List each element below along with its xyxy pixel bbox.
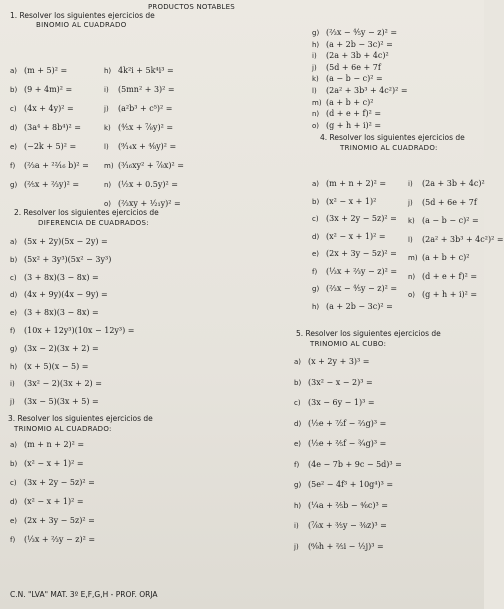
item-expression: (d + e + f)² =: [326, 109, 382, 119]
item-expression: (a − b − c)² =: [326, 74, 383, 84]
item-label: c): [10, 105, 17, 113]
item-expression: (½x + 0.5y)² =: [118, 180, 178, 189]
item-expression: (m + 5)² =: [24, 66, 68, 75]
exercise-item: [408, 253, 469, 263]
exercise-item: [10, 478, 95, 488]
item-expression: (3a⁴ + 8b⁴)² =: [24, 123, 81, 132]
item-label: m): [104, 162, 114, 170]
exercise-item: [294, 357, 369, 367]
item-label: c): [10, 273, 17, 282]
exercise-1-instruction: 1. Resolver los siguientes ejercicios de: [10, 11, 155, 20]
exercise-4-instruction: 4. Resolver los siguientes ejercicios de: [320, 133, 465, 142]
exercise-item: [104, 142, 176, 152]
item-label: f): [312, 267, 318, 276]
item-label: n): [312, 110, 320, 119]
exercise-item: [10, 180, 79, 190]
exercise-item: [10, 459, 84, 469]
item-expression: (⅔a + ²²⁄₁₆ b)² =: [24, 161, 89, 170]
item-expression: (⅔x − ⅘y − z)² =: [326, 284, 398, 293]
item-label: n): [408, 272, 416, 281]
item-label: e): [10, 517, 18, 525]
exercise-item: [312, 74, 383, 84]
item-expression: (2a + 3b + 4c)²: [422, 179, 485, 188]
item-label: k): [104, 124, 111, 132]
exercise-5-instruction: 5. Resolver los siguientes ejercicios de: [296, 329, 441, 338]
item-label: h): [312, 302, 320, 311]
item-label: m): [408, 254, 418, 262]
item-expression: (g + h + i)² =: [326, 120, 382, 130]
item-label: e): [294, 440, 302, 448]
exercise-item: [10, 535, 95, 545]
item-label: f): [10, 536, 16, 544]
exercise-item: [10, 66, 67, 76]
item-expression: (⅓x + ⅔y − z)² =: [24, 535, 96, 544]
item-label: b): [312, 197, 320, 206]
exercise-item: [10, 516, 95, 526]
exercise-item: [10, 255, 111, 265]
item-label: h): [10, 362, 18, 371]
item-label: d): [312, 232, 320, 241]
exercise-item: [104, 180, 178, 190]
item-expression: (10x + 12y³)(10x − 12y³) =: [24, 326, 135, 335]
exercise-3-instruction: 3. Resolver los siguientes ejercicios de: [8, 414, 153, 423]
item-label: o): [104, 200, 112, 208]
exercise-item: [10, 104, 74, 114]
exercise-item: [10, 85, 72, 95]
exercise-item: [408, 179, 485, 189]
item-label: b): [10, 255, 18, 264]
exercise-item: [10, 123, 81, 133]
item-expression: (2x + 3y − 5z)² =: [24, 516, 95, 525]
item-expression: (d + e + f)² =: [422, 271, 478, 281]
exercise-item: [104, 161, 184, 171]
item-expression: (½e + ⁷⁄₂f − ⅔g)³ =: [308, 418, 387, 428]
item-label: a): [10, 67, 18, 75]
exercise-item: [10, 290, 108, 300]
item-label: a): [294, 358, 302, 366]
item-expression: (5d + 6e + 7f: [422, 197, 477, 207]
exercise-2-instruction: 2. Resolver los siguientes ejercicios de: [14, 208, 159, 217]
exercise-item: [294, 419, 386, 429]
item-expression: (a²b³ + c⁵)² =: [118, 104, 173, 113]
exercise-item: [312, 179, 386, 189]
item-label: b): [10, 460, 18, 468]
exercise-1-topic: BINOMIO AL CUADRADO: [36, 21, 127, 29]
exercise-item: [312, 284, 397, 294]
item-expression: (⅞x + ⅗y − ⅜z)³ =: [308, 521, 387, 530]
item-expression: (x + 2y + 3)³ =: [308, 357, 370, 366]
exercise-item: [104, 85, 175, 95]
item-expression: (⅔x − ⅘y − z)² =: [326, 28, 398, 37]
item-label: i): [294, 522, 299, 530]
exercise-item: [294, 398, 375, 408]
item-label: e): [10, 309, 18, 318]
item-label: k): [312, 75, 319, 84]
exercise-item: [408, 216, 479, 226]
item-expression: (5x² + 3y³)(5x² − 3y³): [24, 254, 112, 264]
exercise-item: [104, 104, 172, 114]
item-expression: (5x + 2y)(5x − 2y) =: [24, 237, 108, 246]
item-label: i): [10, 380, 15, 389]
item-label: o): [312, 121, 320, 130]
item-label: e): [312, 250, 320, 258]
item-expression: (2a + 3b + 4c)²: [326, 51, 389, 61]
exercise-3-topic: TRINOMIO AL CUADRADO:: [14, 425, 112, 433]
item-expression: (³⁄₁₆xy² + ⅞x)² =: [118, 161, 184, 170]
item-expression: (3x − 5)(3x + 5) =: [24, 397, 99, 407]
item-expression: (⅔xy + ¹⁄₂₁y)² =: [118, 199, 181, 208]
item-expression: (4x + 9y)(4x − 9y) =: [24, 290, 108, 300]
item-expression: (a − b − c)² =: [422, 216, 479, 225]
item-label: h): [294, 501, 302, 510]
exercise-item: [312, 63, 381, 73]
item-expression: (3x − 6y − 1)³ =: [308, 398, 375, 407]
item-label: g): [312, 29, 320, 37]
item-expression: (x² − x + 1)²: [326, 196, 377, 206]
exercise-item: [10, 326, 135, 336]
item-expression: (3x − 2)(3x + 2) =: [24, 343, 99, 353]
item-expression: (⅓x + ⅔y − z)² =: [326, 266, 398, 276]
exercise-item: [312, 121, 381, 131]
exercise-item: [408, 290, 477, 300]
item-label: n): [104, 181, 112, 189]
exercise-item: [312, 232, 386, 242]
item-label: f): [10, 162, 16, 170]
exercise-item: [10, 497, 84, 507]
item-expression: (3 + 8x)(3 − 8x) =: [24, 308, 99, 318]
item-expression: (⁶⁄₉h + ⅖i − ½j)³ =: [308, 541, 384, 551]
item-label: h): [104, 67, 112, 75]
exercise-item: [10, 142, 76, 152]
item-expression: (⅘x + ⅞y)² =: [118, 123, 174, 132]
item-expression: (2a² + 3b³ + 4c²)² =: [326, 86, 408, 95]
item-label: c): [294, 399, 301, 407]
item-label: d): [10, 498, 18, 506]
exercise-item: [312, 51, 389, 61]
footer-note: C.N. "LVA" MAT. 3º E,F,G,H - PROF. ORJA: [10, 590, 158, 599]
item-label: o): [408, 291, 416, 299]
exercise-item: [312, 86, 408, 96]
item-label: g): [10, 344, 18, 353]
item-label: l): [312, 87, 317, 95]
item-expression: (9 + 4m)² =: [24, 85, 73, 94]
item-label: l): [408, 235, 413, 244]
exercise-5-topic: TRINOMIO AL CUBO:: [310, 340, 387, 348]
item-expression: (2x + 3y − 5z)² =: [326, 249, 397, 258]
exercise-item: [408, 198, 477, 208]
item-expression: (3x² − x − 2)³ =: [308, 377, 373, 387]
item-expression: (⁹⁄₁₄x + ⁴⁄₈y)² =: [118, 142, 177, 151]
item-label: e): [10, 143, 18, 151]
item-label: b): [294, 378, 302, 387]
exercise-item: [10, 344, 99, 354]
item-label: f): [294, 460, 300, 469]
item-label: k): [408, 217, 415, 225]
exercise-item: [312, 40, 393, 50]
exercise-item: [10, 362, 89, 372]
exercise-item: [294, 439, 386, 449]
exercise-item: [312, 214, 397, 224]
item-expression: (a + b + c)²: [422, 253, 470, 262]
item-expression: (¼a + ⅖b − ⁴⁄₆c)³ =: [308, 500, 388, 510]
exercise-item: [294, 480, 393, 490]
item-label: j): [10, 398, 15, 407]
exercise-item: [10, 161, 89, 171]
exercise-item: [312, 197, 376, 207]
item-label: a): [312, 180, 320, 188]
item-label: a): [10, 238, 18, 246]
exercise-item: [312, 249, 397, 259]
exercise-item: [294, 460, 402, 470]
item-expression: (5mn² + 3)² =: [118, 85, 175, 94]
item-expression: (x + 5)(x − 5) =: [24, 361, 89, 371]
exercise-item: [104, 123, 173, 133]
exercise-item: [10, 397, 99, 407]
item-label: i): [408, 180, 413, 188]
exercise-item: [312, 109, 381, 119]
item-label: a): [10, 441, 18, 449]
exercise-item: [312, 267, 397, 277]
exercise-item: [312, 28, 397, 38]
item-expression: (a + 2b − 3c)² =: [326, 39, 393, 49]
item-label: c): [10, 479, 17, 487]
item-label: j): [408, 198, 413, 207]
item-expression: (m + n + 2)² =: [24, 440, 85, 449]
exercise-item: [10, 308, 99, 318]
item-expression: (g + h + i)² =: [422, 290, 478, 299]
item-label: d): [294, 419, 302, 428]
item-expression: (5e² − 4f³ + 10g⁴)³ =: [308, 480, 394, 489]
exercise-item: [294, 378, 373, 388]
exercise-item: [408, 272, 477, 282]
item-expression: (a + b + c)²: [326, 97, 374, 107]
exercise-4-topic: TRINOMIO AL CUADRADO:: [340, 144, 438, 152]
item-expression: (x² − x + 1)² =: [24, 459, 84, 468]
item-label: j): [104, 105, 109, 113]
item-expression: (3 + 8x)(3 − 8x) =: [24, 272, 99, 282]
item-label: b): [10, 86, 18, 94]
exercise-item: [408, 235, 504, 245]
item-label: h): [312, 40, 320, 49]
item-expression: (5d + 6e + 7f: [326, 62, 381, 72]
item-expression: (3x + 2y − 5z)² =: [24, 478, 95, 487]
item-label: l): [104, 143, 109, 151]
item-label: i): [104, 86, 109, 94]
item-expression: (−2k + 5)² =: [24, 142, 77, 151]
item-expression: 4k²i + 5k⁴i³ =: [118, 66, 174, 75]
exercise-item: [10, 273, 99, 283]
item-expression: (3x + 2y − 5z)² =: [326, 214, 397, 223]
item-label: d): [10, 291, 18, 300]
exercise-item: [10, 440, 84, 450]
item-label: c): [312, 215, 319, 223]
exercise-item: [294, 542, 384, 552]
item-label: g): [312, 285, 320, 293]
exercise-item: [10, 237, 108, 247]
exercise-item: [312, 302, 393, 312]
item-label: m): [312, 98, 322, 107]
item-label: d): [10, 124, 18, 132]
exercise-item: [312, 98, 373, 108]
item-expression: (4x + 4y)² =: [24, 104, 74, 113]
item-expression: (4e − 7b + 9c − 5d)³ =: [308, 459, 402, 469]
item-expression: (3x² − 2)(3x + 2) =: [24, 379, 102, 389]
exercise-item: [294, 501, 388, 511]
item-expression: (a + 2b − 3c)² =: [326, 301, 393, 311]
item-label: j): [312, 63, 317, 72]
page-title: PRODUCTOS NOTABLES: [148, 3, 235, 11]
exercise-item: [10, 379, 102, 389]
item-expression: (x² − x + 1)² =: [326, 231, 386, 241]
item-label: f): [10, 327, 16, 335]
item-label: g): [10, 181, 18, 189]
item-label: g): [294, 481, 302, 489]
exercise-item: [294, 521, 387, 531]
item-expression: (x² − x + 1)² =: [24, 497, 84, 506]
item-expression: (2a² + 3b³ + 4c²)² =: [422, 234, 504, 244]
exercise-item: [104, 66, 174, 76]
item-expression: (½e + ⅖f − ¾g)³ =: [308, 439, 387, 448]
item-expression: (⅖x + ⅔y)² =: [24, 180, 80, 189]
item-label: j): [294, 542, 299, 551]
exercise-2-topic: DIFERENCIA DE CUADRADOS:: [38, 219, 149, 227]
item-label: i): [312, 52, 317, 61]
item-expression: (m + n + 2)² =: [326, 179, 387, 188]
